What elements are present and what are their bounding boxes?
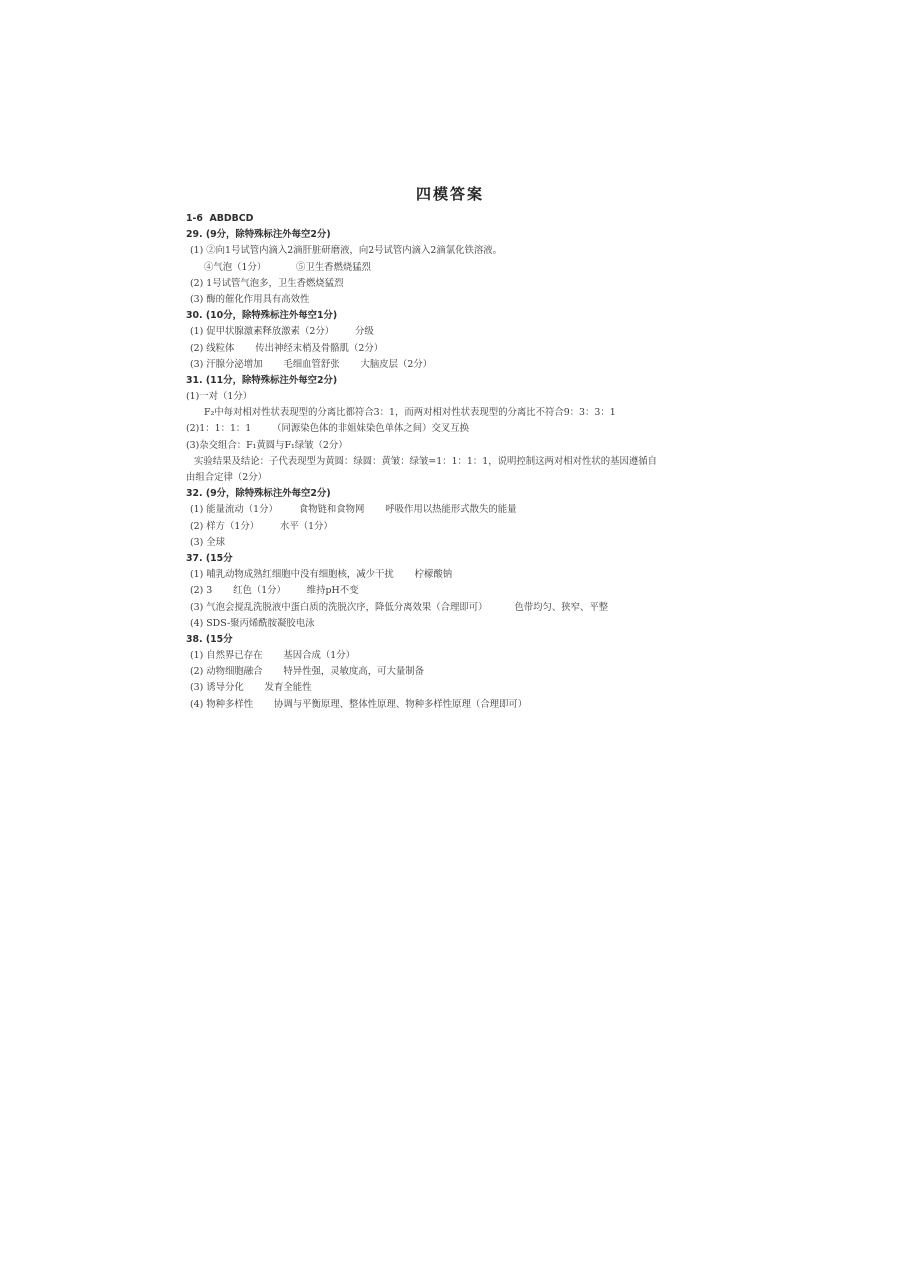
answer-line: (2) 动物细胞融合 特异性强，灵敏度高，可大量制备 <box>190 666 424 678</box>
answer-line-q31-heading: 31. (11分，除特殊标注外每空2分) <box>186 374 338 386</box>
answer-line: F₂中每对相对性状表现型的分离比都符合3：1，而两对相对性状表现型的分离比不符合9：3：3：1 <box>204 407 616 419</box>
answer-line: (1) 哺乳动物成熟红细胞中没有细胞核，减少干扰 柠檬酸钠 <box>190 569 453 581</box>
answer-line: (3) 气泡会搅乱洗脱液中蛋白质的洗脱次序，降低分离效果（合理即可） 色带均匀、狭窄、平整 <box>190 601 609 613</box>
answer-content <box>186 211 746 713</box>
answer-line: 由组合定律（2分） <box>186 472 267 483</box>
answer-line-q32-heading: 32. (9分，除特殊标注外每空2分) <box>186 488 331 500</box>
answer-line: ④气泡（1分） ⑤卫生香燃烧猛烈 <box>204 261 372 273</box>
answer-line-q30-heading: 30. (10分，除特殊标注外每空1分) <box>186 310 338 322</box>
answer-line-q38-heading: 38. (15分 <box>186 633 233 645</box>
answer-line: (3) 全球 <box>190 536 226 548</box>
answer-line: (1) 能量流动（1分） 食物链和食物网 呼吸作用以热能形式散失的能量 <box>190 504 517 516</box>
answer-line: (3) 酶的催化作用具有高效性 <box>190 293 310 305</box>
answer-line: (4) 物种多样性 协调与平衡原理、整体性原理、物种多样性原理（合理即可） <box>190 698 528 710</box>
answer-line: (2) 样方（1分） 水平（1分） <box>190 520 333 532</box>
answer-line: (1) 自然界已存在 基因合成（1分） <box>190 650 355 662</box>
answer-line: (1)一对（1分） <box>186 391 253 403</box>
answer-line: (3) 汗腺分泌增加 毛细血管舒张 大脑皮层（2分） <box>190 358 433 370</box>
answer-line: (2)1：1：1：1 （同源染色体的非姐妹染色单体之间）交叉互换 <box>186 423 470 435</box>
answer-line: (1) ②向1号试管内滴入2滴肝脏研磨液，向2号试管内滴入2滴氯化铁溶液。 <box>190 245 502 257</box>
answer-line-choice: 1-6 ABDBCD <box>186 213 254 224</box>
answer-line: (1) 促甲状腺激素释放激素（2分） 分级 <box>190 326 374 338</box>
answer-line: (3) 诱导分化 发育全能性 <box>190 682 312 694</box>
page-title: 四模答案 <box>415 185 484 203</box>
answer-line: (3)杂交组合：F₁黄圆与F₁绿皱（2分） <box>186 439 348 451</box>
answer-line: (2) 3 红色（1分） 维持pH不变 <box>190 585 359 597</box>
answer-line-q37-heading: 37. (15分 <box>186 552 233 564</box>
answer-line-q29-heading: 29. (9分，除特殊标注外每空2分) <box>186 229 331 241</box>
answer-line: (2) 线粒体 传出神经末梢及骨骼肌（2分） <box>190 342 384 354</box>
answer-line: 实验结果及结论：子代表现型为黄圆：绿圆：黄皱：绿皱=1：1：1：1，说明控制这两对相对性状的基因遵循自 <box>194 455 657 467</box>
answer-line: (4) SDS-聚丙烯酰胺凝胶电泳 <box>190 617 315 629</box>
answer-line: (2) 1号试管气泡多，卫生香燃烧猛烈 <box>190 277 344 289</box>
